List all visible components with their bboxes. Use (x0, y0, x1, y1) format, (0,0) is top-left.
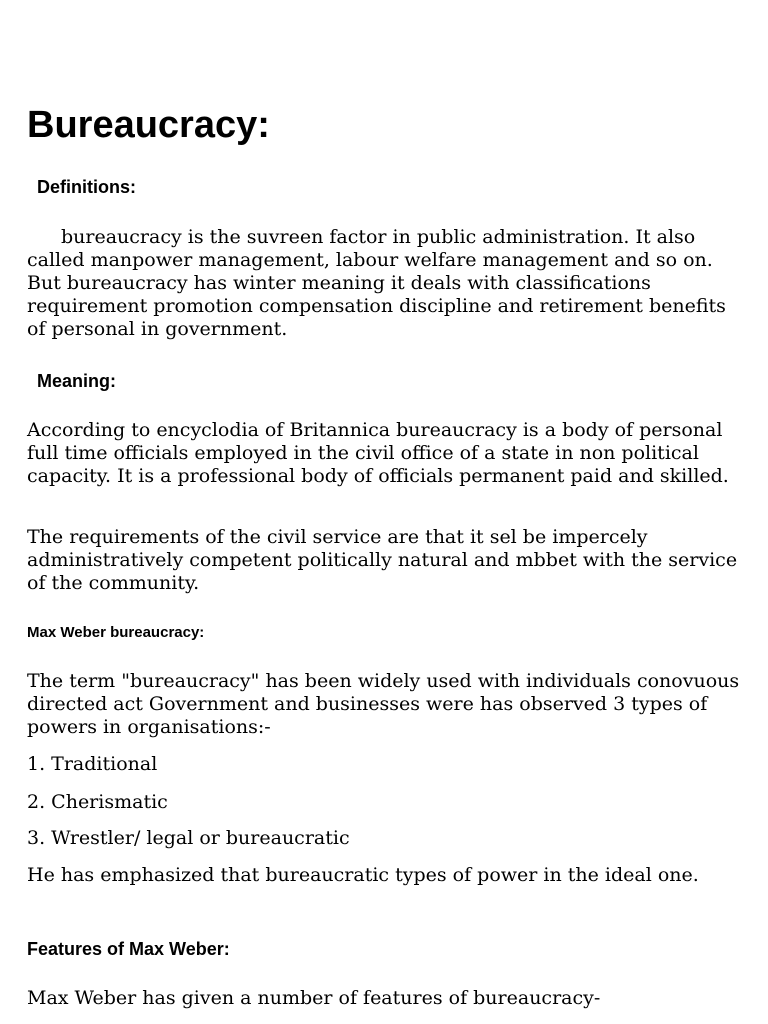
meaning-heading: Meaning: (37, 371, 116, 391)
features-paragraph: Max Weber has given a number of features of bureaucracy- (27, 987, 601, 1009)
max-weber-paragraph-2: He has emphasized that bureaucratic types of power in the ideal one. (27, 864, 699, 886)
features-heading: Features of Max Weber: (27, 939, 230, 959)
meaning-paragraph-1: According to encyclodia of Britannica bureaucracy is a body of personal full time officials employed in the civil office of a state in non political capacity. It is a professional body of officials permanent paid and skilled. (27, 419, 729, 487)
list-item: 1. Traditional (27, 753, 158, 775)
list-item: 2. Cherismatic (27, 791, 168, 813)
definitions-paragraph: bureaucracy is the suvreen factor in public administration. It also called manpower management, labour welfare management and so on. But bureaucracy has winter meaning it deals with classifications requirement promotion compensation discipline and retirement benefits of personal in government. (27, 226, 726, 340)
max-weber-paragraph-1: The term "bureaucracy" has been widely used with individuals conovuous directed act Government and businesses were has observed 3 types of powers in organisations:- (27, 670, 740, 738)
page-title: Bureaucracy: (27, 104, 270, 146)
max-weber-heading: Max Weber bureaucracy: (27, 624, 205, 641)
definitions-heading: Definitions: (37, 177, 136, 197)
list-item: 3. Wrestler/ legal or bureaucratic (27, 827, 350, 849)
meaning-paragraph-2: The requirements of the civil service are that it sel be impercely administratively competent politically natural and mbbet with the service of the community. (27, 526, 738, 594)
